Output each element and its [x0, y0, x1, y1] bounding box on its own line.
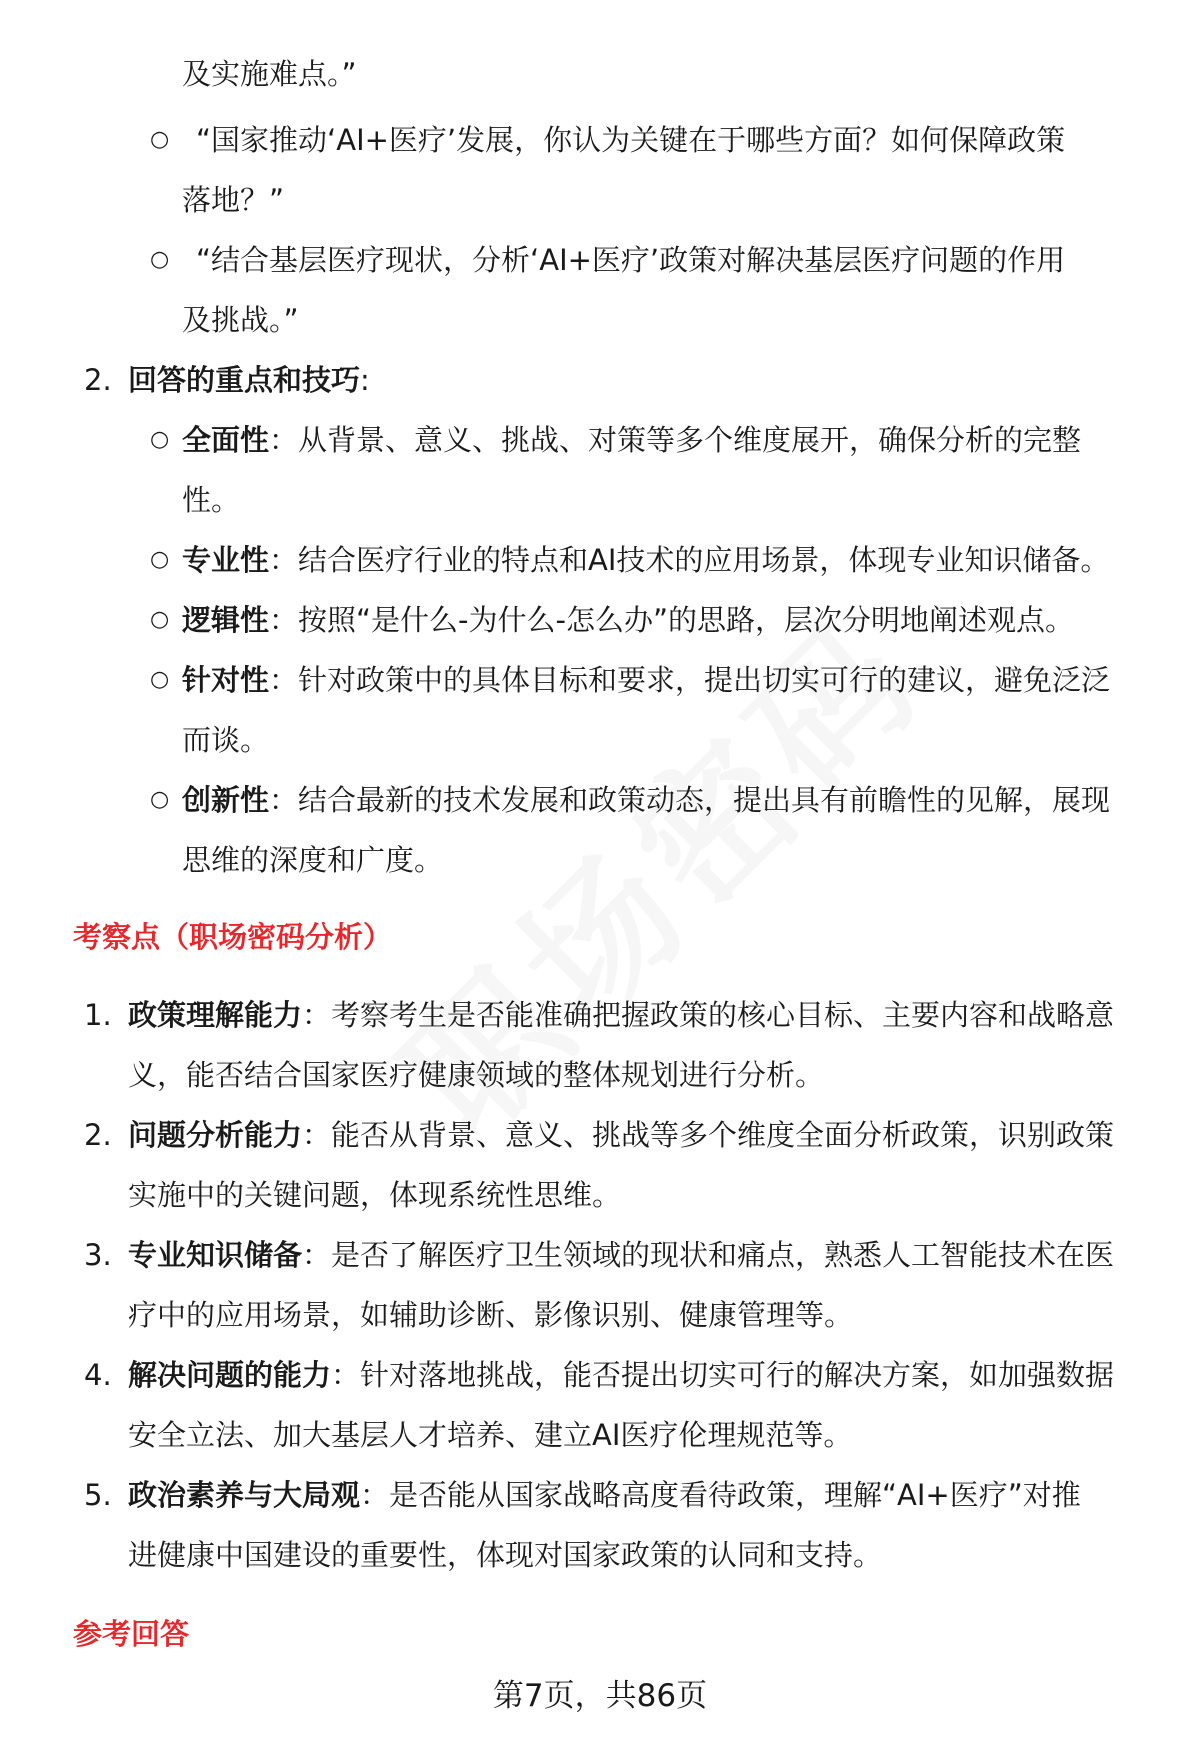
- list-item: [182, 540, 1109, 580]
- item-text: ：针对落地挑战，能否提出切实可行的解决方案，如加强数据: [331, 1358, 1115, 1392]
- item-term: 政治素养与大局观: [128, 1478, 361, 1512]
- list-item: [182, 420, 1081, 460]
- list-item-continuation: 及挑战。”: [182, 303, 299, 337]
- list-item-continuation: 及实施难点。”: [182, 57, 357, 91]
- section-title-text: 回答的重点和技巧: [128, 363, 361, 397]
- item-term: 解决问题的能力: [128, 1358, 332, 1392]
- bullet-icon: ○: [150, 607, 170, 632]
- list-item-continuation: 思维的深度和广度。: [182, 843, 444, 877]
- bullet-icon: ○: [150, 547, 170, 572]
- item-term: 创新性: [182, 783, 270, 817]
- section-title-colon: :: [360, 363, 370, 397]
- item-term: 问题分析能力: [128, 1118, 303, 1152]
- list-item-continuation: 而谈。: [182, 723, 270, 757]
- list-item-continuation: 疗中的应用场景，如辅助诊断、影像识别、健康管理等。: [128, 1298, 854, 1332]
- list-item: [128, 1115, 1114, 1155]
- item-text: ：结合最新的技术发展和政策动态，提出具有前瞻性的见解，展现: [269, 783, 1111, 817]
- list-item: [182, 660, 1110, 700]
- bullet-icon: ○: [150, 127, 170, 152]
- list-item: “国家推动‘AI+医疗’发展，你认为关键在于哪些方面？如何保障政策: [196, 123, 1066, 157]
- list-number: 3.: [84, 1238, 112, 1272]
- list-item-continuation: 义，能否结合国家医疗健康领域的整体规划进行分析。: [128, 1058, 825, 1092]
- item-text: ：从背景、意义、挑战、对策等多个维度展开，确保分析的完整: [269, 423, 1082, 457]
- list-item-continuation: 实施中的关键问题，体现系统性思维。: [128, 1178, 622, 1212]
- list-number: 5.: [84, 1478, 112, 1512]
- item-term: 专业性: [182, 543, 270, 577]
- list-item-continuation: 落地？”: [182, 183, 285, 217]
- item-text: ：按照“是什么-为什么-怎么办”的思路，层次分明地阐述观点。: [269, 603, 1074, 637]
- list-item: [182, 780, 1110, 820]
- item-text: ：是否了解医疗卫生领域的现状和痛点，熟悉人工智能技术在医: [302, 1238, 1115, 1272]
- list-item: “结合基层医疗现状，分析‘AI+医疗’政策对解决基层医疗问题的作用: [196, 243, 1066, 277]
- item-text: ：针对政策中的具体目标和要求，提出切实可行的建议，避免泛泛: [269, 663, 1111, 697]
- list-item: [128, 1475, 1081, 1515]
- bullet-icon: ○: [150, 667, 170, 692]
- item-term: 全面性: [182, 423, 270, 457]
- section-title: [128, 360, 370, 400]
- item-term: 逻辑性: [182, 603, 270, 637]
- list-item-continuation: 性。: [182, 483, 241, 517]
- list-number: 2.: [84, 1118, 112, 1152]
- item-text: ：是否能从国家战略高度看待政策，理解“AI+医疗”对推: [360, 1478, 1081, 1512]
- section-heading-cankao: 参考回答: [73, 1617, 190, 1651]
- item-term: 专业知识储备: [128, 1238, 303, 1272]
- item-term: 政策理解能力: [128, 998, 303, 1032]
- list-number: 4.: [84, 1358, 112, 1392]
- list-item-continuation: 安全立法、加大基层人才培养、建立AI医疗伦理规范等。: [128, 1418, 853, 1452]
- item-text: ：能否从背景、意义、挑战等多个维度全面分析政策，识别政策: [302, 1118, 1115, 1152]
- bullet-icon: ○: [150, 247, 170, 272]
- list-number: 1.: [84, 998, 112, 1032]
- item-text: ：考察考生是否能准确把握政策的核心目标、主要内容和战略意: [302, 998, 1115, 1032]
- item-term: 针对性: [182, 663, 270, 697]
- list-item-continuation: 进健康中国建设的重要性，体现对国家政策的认同和支持。: [128, 1538, 883, 1572]
- list-item: [182, 600, 1074, 640]
- list-item: [128, 1235, 1114, 1275]
- bullet-icon: ○: [150, 787, 170, 812]
- page-number-footer: 第7页，共86页: [492, 1678, 708, 1714]
- section-heading-kaocha: 考察点（职场密码分析）: [73, 920, 393, 954]
- list-number: 2.: [84, 363, 112, 397]
- list-item: [128, 1355, 1114, 1395]
- item-text: ：结合医疗行业的特点和AI技术的应用场景，体现专业知识储备。: [269, 543, 1110, 577]
- bullet-icon: ○: [150, 427, 170, 452]
- list-item: [128, 995, 1114, 1035]
